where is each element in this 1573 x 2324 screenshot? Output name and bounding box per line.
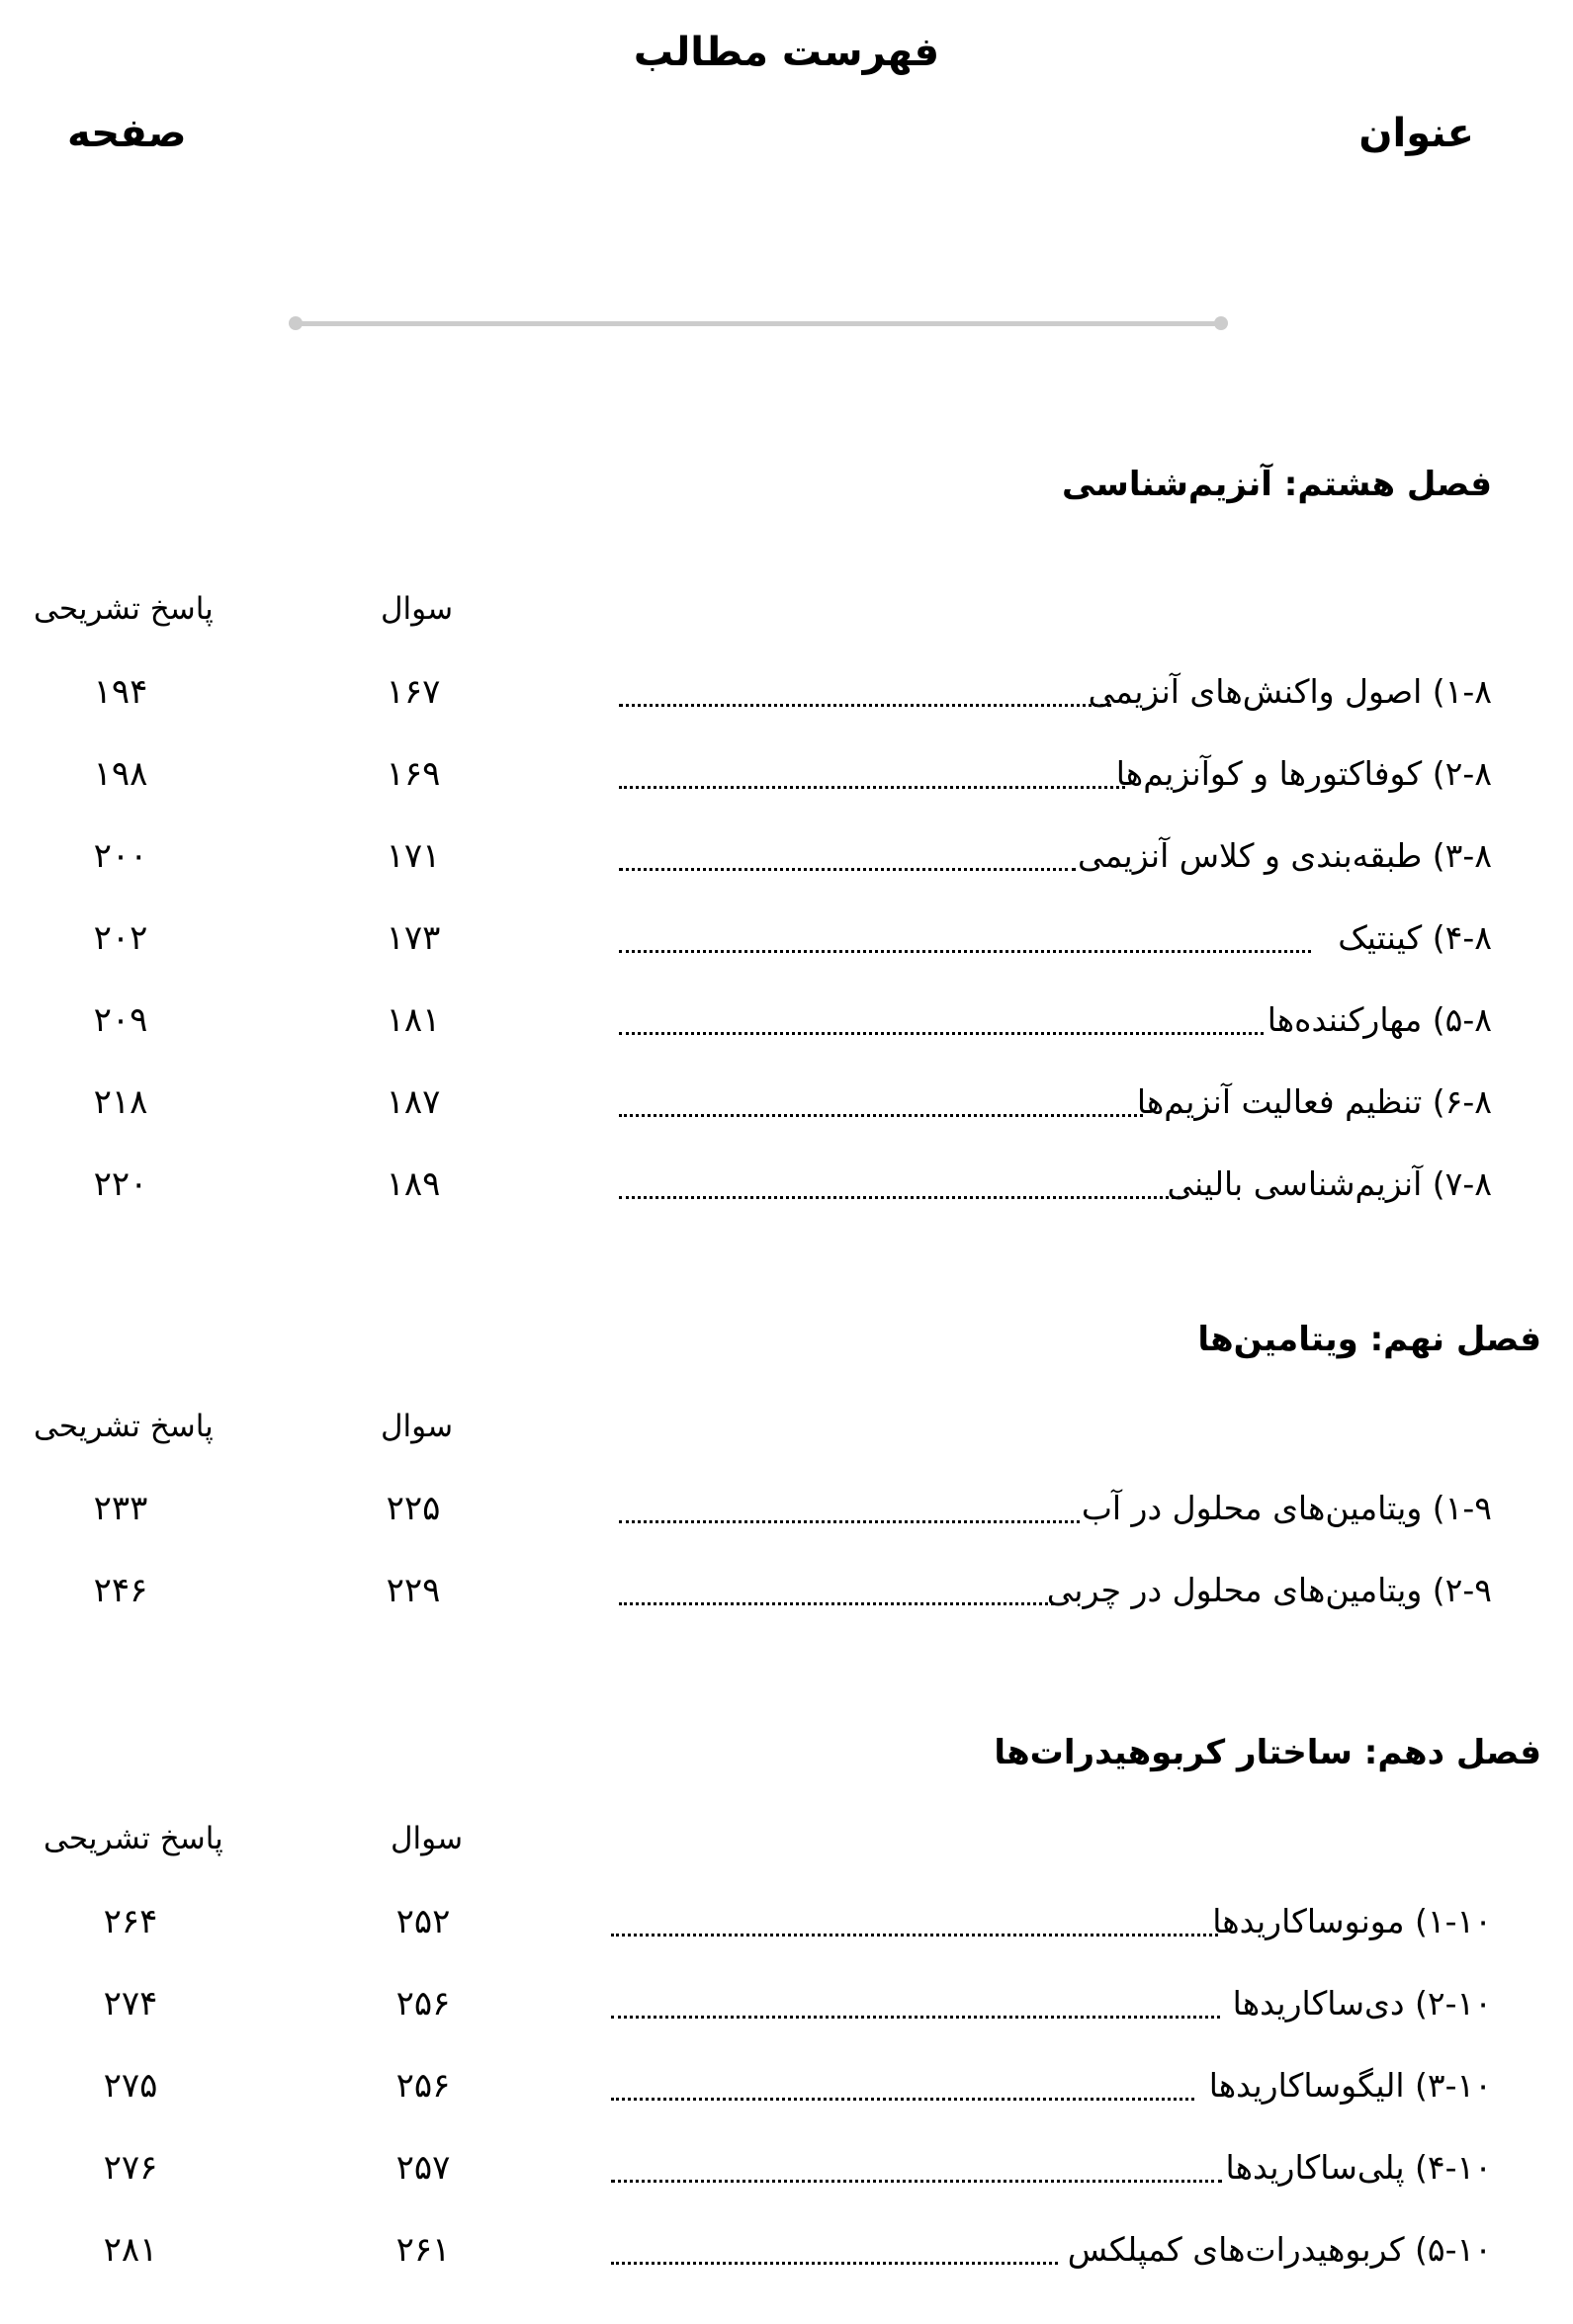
answer-column-header: پاسخ تشریحی	[44, 1821, 223, 1856]
question-page-number: ۱۸۱	[386, 1000, 441, 1040]
toc-entry-title: ۱-۸) اصول واکنش‌های آنزیمی	[1088, 672, 1492, 711]
dot-leader	[619, 1196, 1180, 1199]
dot-leader	[619, 1032, 1264, 1035]
answer-page-number: ۲۷۵	[103, 2066, 158, 2106]
answer-page-number: ۲۷۶	[103, 2148, 158, 2188]
question-page-number: ۲۵۷	[395, 2148, 451, 2188]
divider-line	[295, 321, 1222, 326]
toc-entry-title: ۲-۹) ویتامین‌های محلول در چربی	[1046, 1571, 1492, 1609]
question-column-header: سوال	[391, 1821, 464, 1856]
dot-leader	[619, 1114, 1143, 1117]
dot-leader	[611, 1934, 1218, 1937]
question-page-number: ۱۷۳	[386, 918, 441, 958]
question-page-number: ۲۵۲	[395, 1902, 451, 1941]
question-page-number: ۲۲۵	[386, 1489, 441, 1528]
answer-page-number: ۲۸۱	[103, 2230, 158, 2270]
dot-leader	[619, 1520, 1080, 1523]
answer-page-number: ۲۰۰	[93, 836, 148, 876]
dot-leader	[619, 950, 1311, 953]
dot-leader	[619, 786, 1125, 789]
dot-leader	[619, 1602, 1054, 1605]
answer-page-number: ۲۶۴	[103, 1902, 158, 1941]
decorative-divider	[289, 316, 1228, 330]
answer-page-number: ۲۰۹	[93, 1000, 148, 1040]
divider-dot-right	[1214, 316, 1228, 330]
question-page-number: ۱۸۹	[386, 1164, 441, 1204]
question-column-header: سوال	[381, 1409, 454, 1444]
chapter-heading: فصل دهم: ساختار کربوهیدرات‌ها	[994, 1733, 1541, 1772]
dot-leader	[619, 704, 1111, 707]
divider-dot-left	[289, 316, 303, 330]
toc-entry-title: ۲-۸) کوفاکتورها و کوآنزیم‌ها	[1115, 754, 1492, 793]
question-column-header: سوال	[381, 591, 454, 627]
toc-entry-title: ۵-۱۰) کربوهیدرات‌های کمپلکس	[1067, 2230, 1492, 2269]
toc-entry-title: ۱-۱۰) مونوساکاریدها	[1212, 1902, 1492, 1940]
page-column-heading: صفحه	[67, 111, 187, 156]
answer-page-number: ۲۳۳	[93, 1489, 148, 1528]
answer-column-header: پاسخ تشریحی	[34, 1409, 214, 1444]
page-title: فهرست مطالب	[633, 30, 940, 75]
answer-page-number: ۲۴۶	[93, 1571, 148, 1610]
dot-leader	[611, 2262, 1058, 2265]
dot-leader	[611, 2180, 1222, 2183]
question-page-number: ۲۵۶	[395, 2066, 451, 2106]
answer-page-number: ۱۹۴	[93, 672, 148, 712]
answer-page-number: ۲۰۲	[93, 918, 148, 958]
toc-entry-title: ۲-۱۰) دی‌ساکاریدها	[1232, 1984, 1492, 2023]
question-page-number: ۱۶۷	[386, 672, 441, 712]
answer-page-number: ۲۲۰	[93, 1164, 148, 1204]
question-page-number: ۲۵۶	[395, 1984, 451, 2023]
answer-page-number: ۱۹۸	[93, 754, 148, 794]
toc-entry-title: ۳-۸) طبقه‌بندی و کلاس آنزیمی	[1077, 836, 1492, 875]
toc-entry-title: ۴-۸) کینتیک	[1338, 918, 1492, 957]
answer-page-number: ۲۷۴	[103, 1984, 158, 2023]
answer-page-number: ۲۱۸	[93, 1082, 148, 1122]
question-page-number: ۱۶۹	[386, 754, 441, 794]
toc-entry-title: ۴-۱۰) پلی‌ساکاریدها	[1225, 2148, 1492, 2187]
question-page-number: ۲۲۹	[386, 1571, 441, 1610]
toc-entry-title: ۵-۸) مهارکننده‌ها	[1267, 1000, 1492, 1039]
dot-leader	[611, 2098, 1194, 2101]
answer-column-header: پاسخ تشریحی	[34, 591, 214, 627]
toc-entry-title: ۷-۸) آنزیم‌شناسی بالینی	[1167, 1164, 1492, 1203]
chapter-heading: فصل نهم: ویتامین‌ها	[1197, 1320, 1541, 1359]
chapter-heading: فصل هشتم: آنزیم‌شناسی	[1061, 465, 1492, 504]
question-page-number: ۲۶۱	[395, 2230, 451, 2270]
dot-leader	[611, 2016, 1220, 2019]
toc-entry-title: ۱-۹) ویتامین‌های محلول در آب	[1081, 1489, 1492, 1527]
title-column-heading: عنوان	[1358, 111, 1474, 156]
toc-entry-title: ۶-۸) تنظیم فعالیت آنزیم‌ها	[1136, 1082, 1492, 1121]
question-page-number: ۱۷۱	[386, 836, 441, 876]
question-page-number: ۱۸۷	[386, 1082, 441, 1122]
dot-leader	[619, 868, 1076, 871]
toc-entry-title: ۳-۱۰) الیگوساکاریدها	[1208, 2066, 1492, 2105]
